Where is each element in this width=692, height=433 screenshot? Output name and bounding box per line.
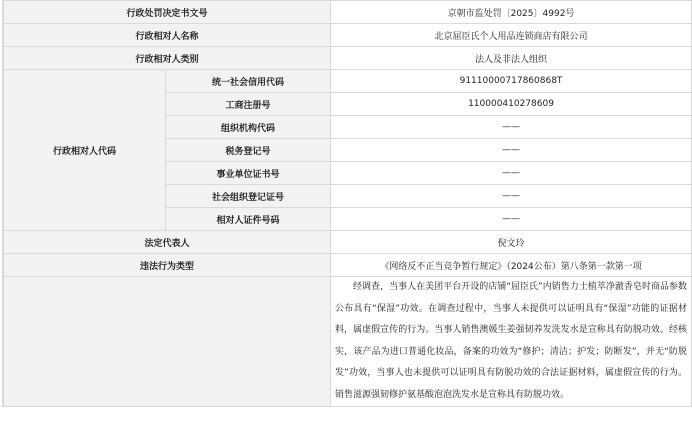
penalty-info-table — [3, 0, 692, 407]
penalty-info-sheet — [2, 0, 692, 407]
violation-type-label: 违法行为类型 — [4, 254, 331, 277]
violation-facts-text: 经调查，当事人在美团平台开设的店铺“屈臣氏”内销售力士植萃净澈香皂时商品参数公布具有“保湿”功效。在调查过程中，当事人未提供可以证明具有“保湿”功能的证据材料，属虚假宣传的行为。当事人销售澳媛生姜强韧养发洗发水是宣称具有防脱功效。经核实，该产品为进口普通化妆品，备案的功效为“修护；清洁；护发；防断发”，并无“防脱发”功效，当事人也未提供可以证明具有防脱功效的合法证据材料，属虚假宣传的行为。销售滋源强韧修护氨基酸泡泡洗发水是宣称具有防脱功效。 — [335, 282, 688, 400]
party-type-label: 行政相对人类别 — [4, 47, 331, 70]
row-decision-no — [4, 1, 692, 24]
party-code-label: 行政相对人代码 — [4, 70, 166, 231]
decision-no-label: 行政处罚决定书文号 — [4, 1, 331, 24]
party-id-no-value: —— — [331, 208, 692, 231]
credit-code-value: 9111000071786086​8T — [331, 70, 692, 93]
institution-cert-no-label: 事业单位证书号 — [166, 162, 331, 185]
row-violation-facts — [4, 277, 692, 407]
row-party-name — [4, 24, 692, 47]
party-name-label: 行政相对人名称 — [4, 24, 331, 47]
tax-reg-no-label: 税务登记号 — [166, 139, 331, 162]
institution-cert-no-value: —— — [331, 162, 692, 185]
legal-rep-label: 法定代表人 — [4, 231, 331, 254]
social-org-reg-no-value: —— — [331, 185, 692, 208]
social-org-reg-no-label: 社会组织登记证号 — [166, 185, 331, 208]
business-reg-no-label: 工商注册号 — [166, 93, 331, 116]
row-credit-code — [4, 70, 692, 93]
legal-rep-value: 倪文玲 — [331, 231, 692, 254]
org-code-label: 组织机构代码 — [166, 116, 331, 139]
party-type-value: 法人及非法人组织 — [331, 47, 692, 70]
party-name-value: 北京屈臣氏个人用品连锁商店有限公司 — [331, 24, 692, 47]
credit-code-label: 统一社会信用代码 — [166, 70, 331, 93]
row-legal-rep — [4, 231, 692, 254]
tax-reg-no-value: —— — [331, 139, 692, 162]
violation-type-value: 《网络反不正当竞争暂行规定》（2024公布）第八条第一款第一项 — [331, 254, 692, 277]
party-id-no-label: 相对人证件号码 — [166, 208, 331, 231]
row-party-type — [4, 47, 692, 70]
violation-facts-label-cell — [4, 277, 331, 407]
row-violation-type — [4, 254, 692, 277]
business-reg-no-value: 110000410278609 — [331, 93, 692, 116]
decision-no-value: 京朝市监处罚〔2025〕4992号 — [331, 1, 692, 24]
org-code-value: —— — [331, 116, 692, 139]
violation-facts-cell — [331, 277, 692, 407]
